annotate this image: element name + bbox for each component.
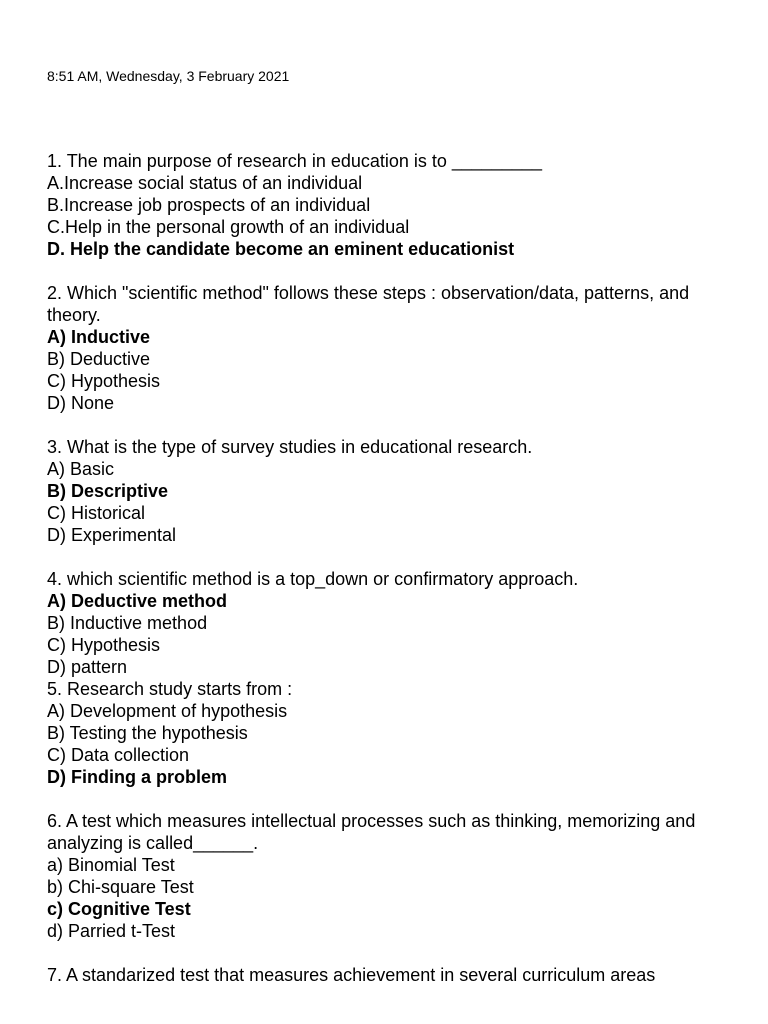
question-text: 4. which scientific method is a top_down or confirmatory approach. — [47, 569, 579, 589]
question-text: 6. A test which measures intellectual processes such as thinking, memorizing and analyzing is called______. — [47, 811, 696, 853]
option-b: b) Chi-square Test — [47, 877, 194, 897]
option-a: A.Increase social status of an individual — [47, 173, 363, 193]
question-text: 2. Which "scientific method" follows these steps : observation/data, patterns, and theory. — [47, 283, 690, 325]
question-text: 1. The main purpose of research in education is to _________ — [47, 151, 542, 171]
question-text: 5. Research study starts from : — [47, 679, 293, 699]
option-b: B.Increase job prospects of an individual — [47, 195, 371, 215]
question-2 — [47, 282, 727, 414]
option-b: B) Inductive method — [47, 613, 208, 633]
question-4 — [47, 568, 727, 678]
option-c-answer: c) Cognitive Test — [47, 899, 191, 919]
option-c: C) Historical — [47, 503, 146, 523]
option-c: C) Data collection — [47, 745, 190, 765]
question-5 — [47, 678, 727, 788]
question-text: 3. What is the type of survey studies in educational research. — [47, 437, 533, 457]
option-d: D) pattern — [47, 657, 128, 677]
question-6 — [47, 810, 727, 942]
option-a-answer: A) Deductive method — [47, 591, 228, 611]
question-list — [47, 150, 727, 1008]
option-b-answer: B) Descriptive — [47, 481, 169, 501]
option-b: B) Testing the hypothesis — [47, 723, 248, 743]
question-1 — [47, 150, 727, 260]
option-d: D) Experimental — [47, 525, 177, 545]
timestamp: 8:51 AM, Wednesday, 3 February 2021 — [47, 68, 290, 84]
question-text: 7. A standarized test that measures achievement in several curriculum areas — [47, 965, 656, 985]
option-a: A) Development of hypothesis — [47, 701, 288, 721]
option-a-answer: A) Inductive — [47, 327, 151, 347]
option-b: B) Deductive — [47, 349, 151, 369]
option-d: d) Parried t-Test — [47, 921, 176, 941]
option-d-answer: D. Help the candidate become an eminent educationist — [47, 239, 515, 259]
option-d-answer: D) Finding a problem — [47, 767, 227, 787]
question-7 — [47, 964, 727, 986]
option-c: C.Help in the personal growth of an individual — [47, 217, 410, 237]
option-a: A) Basic — [47, 459, 115, 479]
question-3 — [47, 436, 727, 546]
option-c: C) Hypothesis — [47, 371, 161, 391]
option-c: C) Hypothesis — [47, 635, 161, 655]
option-a: a) Binomial Test — [47, 855, 175, 875]
option-d: D) None — [47, 393, 115, 413]
